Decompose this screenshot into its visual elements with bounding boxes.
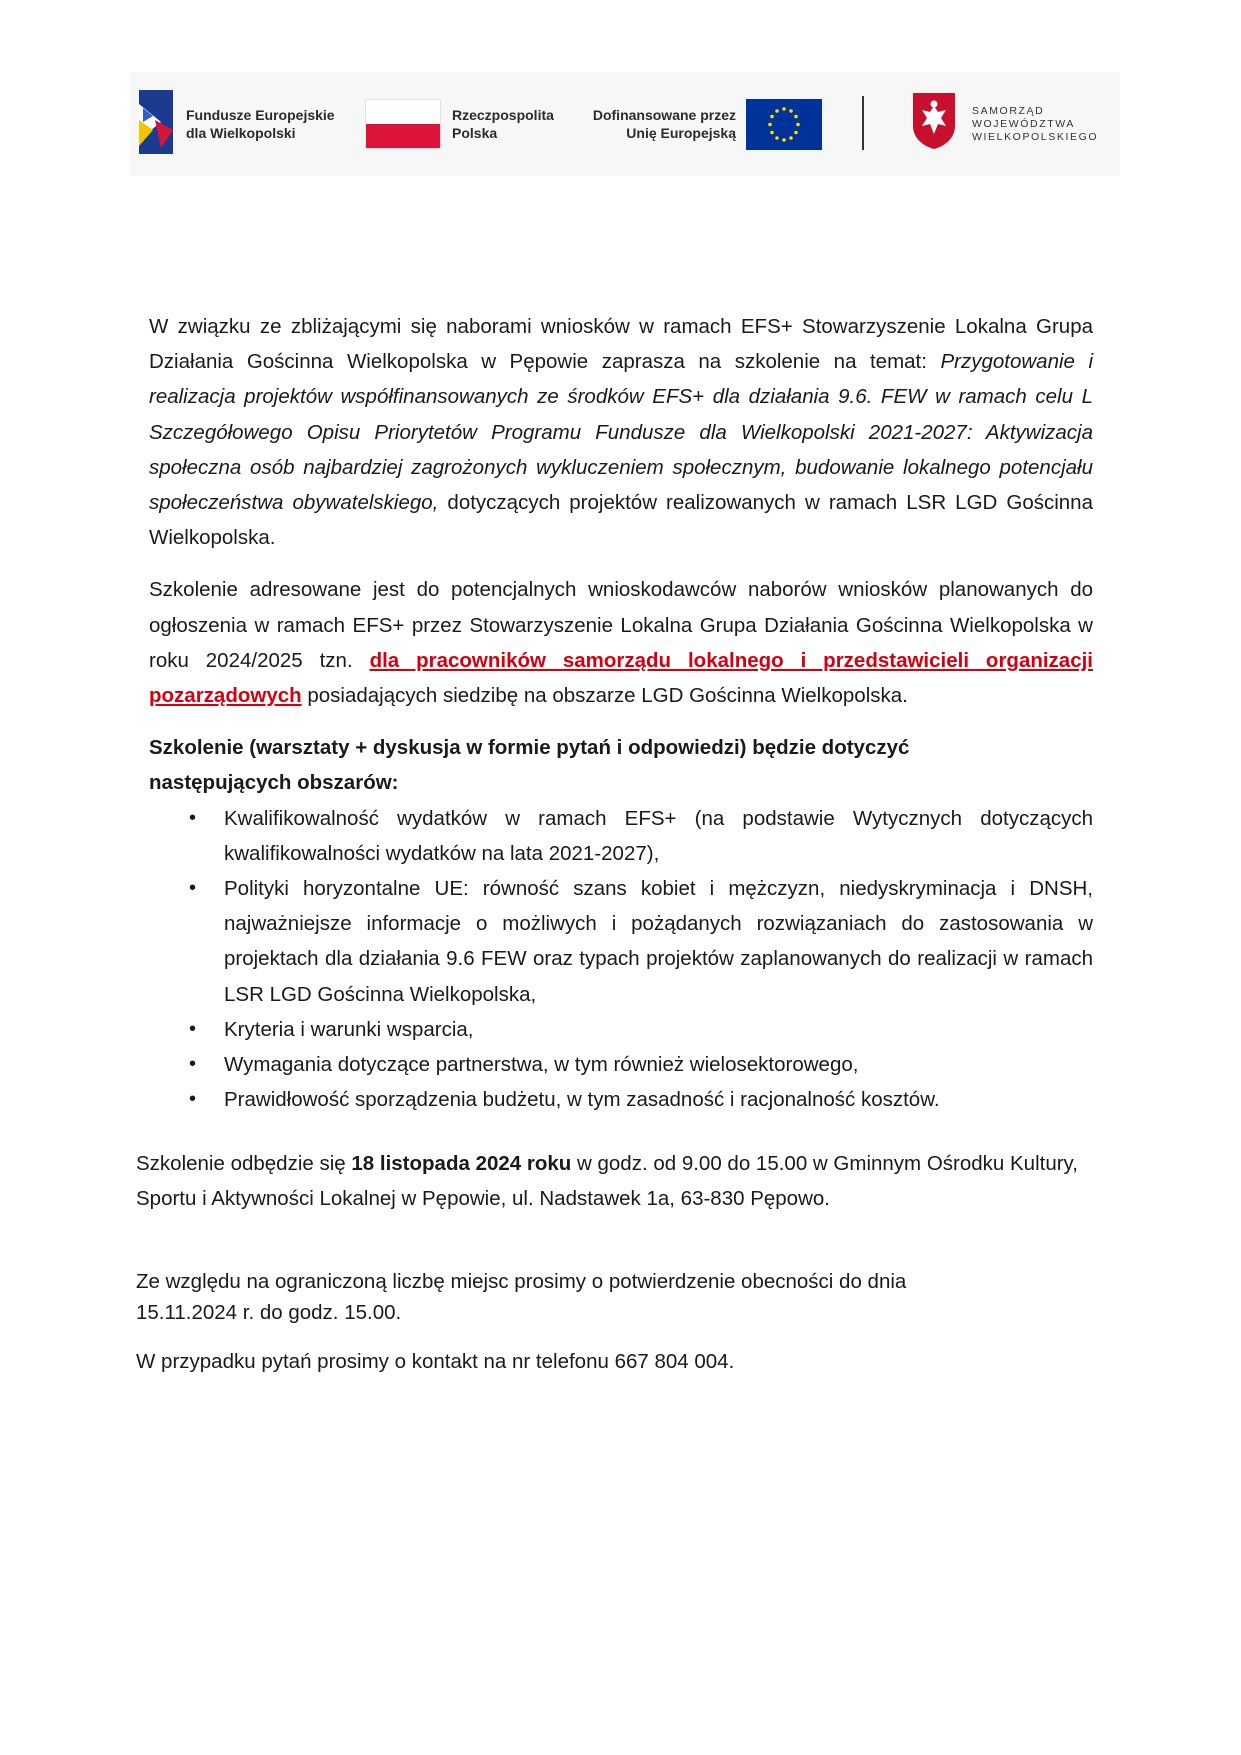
event-tail: w godz. od 9.00 do 15.00 w Gminnym Ośrodku Kultury, Sportu i Aktywności Lokalnej w Pępowie, ul. Nadstawek 1a, 63-830 Pępowo. bbox=[136, 1152, 1078, 1210]
fundusze-europejskie-logo-icon bbox=[139, 90, 173, 154]
list-item: • Kryteria i warunki wsparcia, bbox=[224, 1012, 1093, 1047]
list-item: • Polityki horyzontalne UE: równość szans kobiet i mężczyzn, niedyskryminacja i DNSH, najważniejsze informacje o możliwych i pożądanych rozwiązaniach do zastosowania w projektach dla działania 9.6 FEW oraz typach projektów zaplanowanych do realizacji w ramach LSR LGD Gościnna Wielkopolska, bbox=[224, 871, 1093, 1012]
event-paragraph bbox=[136, 1146, 1096, 1216]
contact-line: W przypadku pytań prosimy o kontakt na nr telefonu 667 804 004. bbox=[136, 1350, 735, 1373]
confirm-line1: Ze względu na ograniczoną liczbę miejsc prosimy o potwierdzenie obecności do dnia bbox=[136, 1270, 907, 1293]
announcement-body bbox=[149, 309, 1093, 1117]
intro-lead: W związku ze zbliżającymi się naborami wniosków w ramach EFS+ Stowarzyszenie Lokalna Grupa Działania Gościnna Wielkopolska w Pępowie zaprasza na szkolenie na temat: bbox=[149, 315, 1093, 374]
fe-logo-line2: dla Wielkopolski bbox=[186, 125, 296, 141]
list-item: • Prawidłowość sporządzenia budżetu, w tym zasadność i racjonalność kosztów. bbox=[224, 1082, 1093, 1117]
logo-separator bbox=[862, 96, 864, 150]
sw-logo-line1: SAMORZĄD bbox=[972, 105, 1045, 117]
logo-strip bbox=[130, 72, 1120, 176]
areas-heading: Szkolenie (warsztaty + dyskusja w formie pytań i odpowiedzi) będzie dotyczyć następujących obszarów: bbox=[149, 736, 910, 795]
confirm-line2: 15.11.2024 r. do godz. 15.00. bbox=[136, 1301, 402, 1324]
event-date: 18 listopada 2024 roku bbox=[351, 1152, 572, 1175]
audience-highlight: dla pracowników samorządu lokalnego i przedstawicieli organizacji pozarządowych bbox=[149, 648, 1094, 708]
rp-logo-line2: Polska bbox=[452, 125, 498, 141]
intro-paragraph bbox=[149, 309, 1093, 555]
contact-details bbox=[136, 1344, 1096, 1379]
polish-flag-icon bbox=[365, 99, 441, 149]
training-topic: Przygotowanie i realizacja projektów współfinansowanych ze środków EFS+ dla działania 9.6. FEW w ramach celu L Szczegółowego Opisu Priorytetów Programu Fundusze dla Wielkopolski 2021-2027: Aktywizacja społeczna osób najbardziej zagrożonych wykluczeniem społecznym, budowanie lokalnego potencjału społeczeństwa obywatelskiego, bbox=[149, 350, 1093, 515]
audience-lead: Szkolenie adresowane jest do potencjalnych wnioskodawców naborów wniosków planowanych do ogłoszenia w ramach EFS+ przez Stowarzyszenie Lokalna Grupa Działania Gościnna Wielkopolska w roku 2024/2025 tzn. bbox=[149, 578, 1093, 672]
confirm-details bbox=[136, 1266, 1096, 1328]
eu-cofinance-line2: Unię Europejską bbox=[626, 125, 736, 141]
intro-tail: dotyczących projektów realizowanych w ramach LSR LGD Gościnna Wielkopolska. bbox=[149, 491, 1093, 550]
list-item: • Kwalifikowalność wydatków w ramach EFS+ (na podstawie Wytycznych dotyczących kwalifikowalności wydatków na lata 2021-2027), bbox=[224, 801, 1093, 871]
event-details bbox=[136, 1146, 1096, 1216]
sw-logo-line3: WIELKOPOLSKIEGO bbox=[972, 131, 1099, 143]
wielkopolska-coat-of-arms-icon bbox=[912, 92, 956, 150]
event-lead: Szkolenie odbędzie się bbox=[136, 1152, 352, 1175]
areas-list bbox=[149, 801, 1093, 1118]
list-item: • Wymagania dotyczące partnerstwa, w tym również wielosektorowego, bbox=[224, 1047, 1093, 1082]
rp-logo-line1: Rzeczpospolita bbox=[452, 107, 554, 123]
sw-logo-line2: WOJEWÓDZTWA bbox=[972, 118, 1075, 130]
audience-tail: posiadających siedzibę na obszarze LGD Gościnna Wielkopolska. bbox=[301, 684, 908, 708]
fe-logo-line1: Fundusze Europejskie bbox=[186, 107, 335, 123]
audience-paragraph bbox=[149, 572, 1093, 713]
eu-cofinance-line1: Dofinansowane przez bbox=[592, 107, 736, 123]
eu-flag-icon bbox=[746, 99, 822, 150]
